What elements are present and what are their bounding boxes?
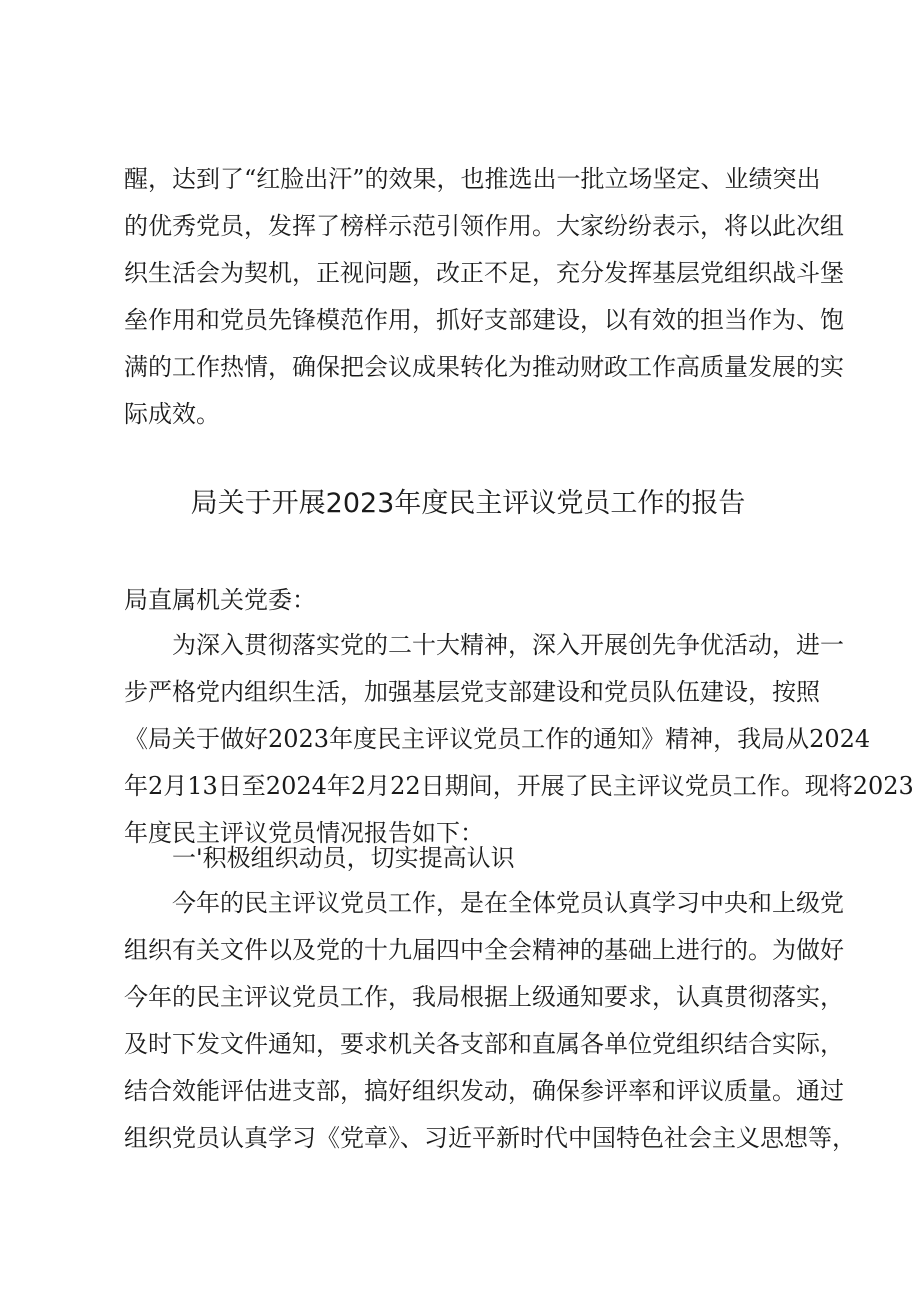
text-line: 满的工作热情，确保把会议成果转化为推动财政工作高质量发展的实 [124,353,844,381]
text-line: 织生活会为契机，正视问题，改正不足，充分发挥基层党组织战斗堡 [124,259,844,287]
text-line: 的优秀党员，发挥了榜样示范引领作用。大家纷纷表示，将以此次组 [124,212,844,240]
text-line: 年2月13日至2024年2月22日期间，开展了民主评议党员工作。现将2023 [124,772,914,800]
text-line: 为深入贯彻落实党的二十大精神，深入开展创先争优活动，进一 [172,631,844,659]
text-line: 及时下发文件通知，要求机关各支部和直属各单位党组织结合实际， [124,1030,844,1058]
text-line: 结合效能评估进支部，搞好组织发动，确保参评率和评议质量。通过 [124,1077,844,1105]
text-line: 醒，达到了“红脸出汗”的效果，也推选出一批立场坚定、业绩突出 [124,165,821,193]
text-line: 垒作用和党员先锋模范作用，抓好支部建设，以有效的担当作为、饱 [124,306,844,334]
intro-paragraph [124,622,914,857]
text-line: 今年的民主评议党员工作，是在全体党员认真学习中央和上级党 [172,889,844,917]
closing-paragraph [124,156,844,438]
text-line: 组织党员认真学习《党章》、习近平新时代中国特色社会主义思想等， [124,1124,856,1152]
text-line: 《局关于做好2023年度民主评议党员工作的通知》精神，我局从2024 [124,725,871,753]
section-heading: 一'积极组织动员，切实提高认识 [172,844,515,872]
report-title: 局关于开展2023年度民主评议党员工作的报告 [190,488,746,519]
text-line: 步严格党内组织生活，加强基层党支部建设和党员队伍建设，按照 [124,678,820,706]
text-line: 际成效。 [124,400,220,428]
text-line: 今年的民主评议党员工作，我局根据上级通知要求，认真贯彻落实， [124,983,844,1011]
section-paragraph [124,880,856,1162]
text-line: 年度民主评议党员情况报告如下： [124,819,484,847]
text-line: 组织有关文件以及党的十九届四中全会精神的基础上进行的。为做好 [124,936,844,964]
salutation: 局直属机关党委： [124,586,316,614]
